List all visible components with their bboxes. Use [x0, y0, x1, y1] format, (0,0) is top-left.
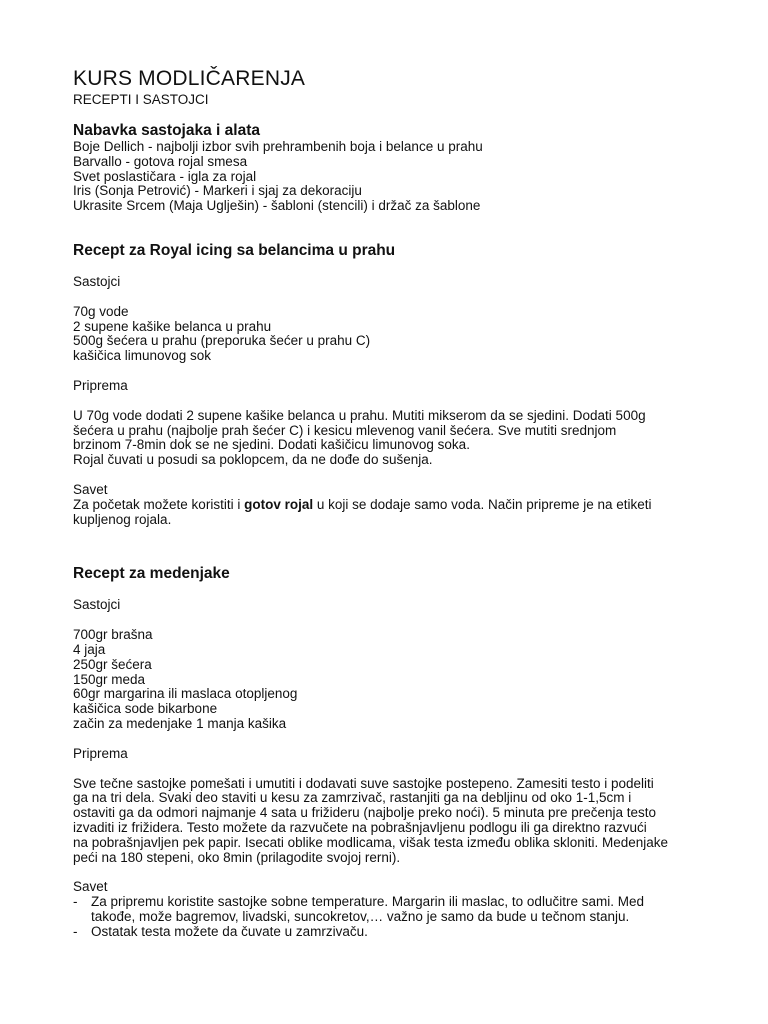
royal-preparation-label: Priprema [73, 377, 128, 393]
supply-item: Svet poslastičara - igla za rojal [73, 168, 257, 184]
list-item [73, 895, 723, 925]
royal-icing-heading: Recept za Royal icing sa belancima u prahu [73, 241, 396, 259]
tip-line: Ostatak testa možete da čuvate u zamrzivaču. [91, 923, 368, 939]
gingerbread-tip-label: Savet [73, 879, 108, 895]
tip-line: Za pripremu koristite sastojke sobne temperature. Margarin ili maslac, to odlučitre sami. Med [91, 894, 644, 910]
royal-tip-bold: gotov rojal [244, 496, 314, 512]
royal-ingredient: 70g vode [73, 303, 129, 319]
gingerbread-preparation-line: ga na tri dela. Svaki deo staviti u kesu za zamrzivač, rastanjiti ga na debljinu od oko 1-1,5cm i [73, 790, 632, 806]
royal-preparation-line: Rojal čuvati u posudi sa poklopcem, da ne dođe do sušenja. [73, 452, 433, 468]
gingerbread-ingredient: kašičica sode bikarbone [73, 701, 218, 717]
gingerbread-preparation-line: na pobrašnjavljen pek papir. Isecati oblike modlicama, višak testa između oblika skloniti. Medenjake [73, 834, 669, 850]
royal-preparation-line: brzinom 7-8min dok se ne sjedini. Dodati kašičicu limunovog soka. [73, 437, 470, 453]
supply-item: Iris (Sonja Petrović) - Markeri i sjaj za dekoraciju [73, 183, 362, 199]
gingerbread-ingredient: 250gr šećera [73, 656, 152, 672]
gingerbread-ingredient: 700gr brašna [73, 627, 153, 643]
gingerbread-ingredient: 4 jaja [73, 641, 106, 657]
royal-ingredient: kašičica limunovog sok [73, 348, 212, 364]
royal-tip-label: Savet [73, 481, 108, 497]
list-marker: - [73, 923, 78, 939]
royal-ingredient: 2 supene kašike belanca u prahu [73, 318, 272, 334]
page-title: KURS MODLIČARENJA [73, 67, 306, 90]
royal-ingredient: 500g šećera u prahu (preporuka šećer u prahu C) [73, 333, 371, 349]
gingerbread-ingredient: 150gr meda [73, 671, 146, 687]
royal-tip-line2: kupljenog rojala. [73, 511, 172, 527]
tip-line: takođe, može bagremov, livadski, suncokretov,… važno je samo da bude u tečnom stanju. [91, 908, 630, 924]
supply-item: Boje Dellich - najbolji izbor svih prehrambenih boja i belance u prahu [73, 139, 483, 154]
royal-tip-text [73, 498, 723, 513]
list-item [73, 925, 723, 940]
gingerbread-ingredient: 60gr margarina ili maslaca otopljenog [73, 686, 298, 702]
gingerbread-ingredients-label: Sastojci [73, 597, 121, 613]
royal-preparation-line: U 70g vode dodati 2 supene kašike belanca u prahu. Mutiti mikserom da se sjedini. Dodati 500g [73, 407, 646, 423]
gingerbread-preparation-line: ostaviti ga da odmori najmanje 4 sata u frižideru (najbolje preko noći). 5 minuta pre prečenja testo [73, 805, 657, 821]
royal-tip-before: Za početak možete koristiti i [73, 496, 245, 512]
gingerbread-preparation-line: izvaditi iz frižidera. Testo možete da razvučete na pobrašnjavljenu podlogu ili ga direktno razvući [73, 819, 647, 835]
supplies-heading: Nabavka sastojaka i alata [73, 122, 260, 139]
gingerbread-preparation-line: peći na 180 stepeni, oko 8min (prilagodite svojoj rerni). [73, 849, 401, 865]
gingerbread-ingredient: začin za medenjake 1 manja kašika [73, 715, 287, 731]
gingerbread-preparation-label: Priprema [73, 745, 128, 761]
supply-item: Barvallo - gotova rojal smesa [73, 153, 248, 169]
royal-tip-after: u koji se dodaje samo voda. Način pripreme je na etiketi [313, 496, 652, 512]
gingerbread-heading: Recept za medenjake [73, 565, 230, 583]
royal-ingredients-label: Sastojci [73, 273, 121, 289]
gingerbread-tips-list [73, 895, 723, 939]
gingerbread-preparation-line: Sve tečne sastojke pomešati i umutiti i dodavati suve sastojke postepeno. Zamesiti testo i podeliti [73, 775, 654, 791]
document-page [73, 66, 723, 939]
royal-preparation-line: šećera u prahu (najbolje prah šećer C) i kesicu mlevenog vanil šećera. Sve mutiti srednjom [73, 422, 617, 438]
page-subtitle: RECEPTI I SASTOJCI [73, 92, 209, 107]
list-marker: - [73, 894, 78, 910]
supply-item: Ukrasite Srcem (Maja Uglješin) - šabloni (stencili) i držač za šablone [73, 198, 481, 214]
